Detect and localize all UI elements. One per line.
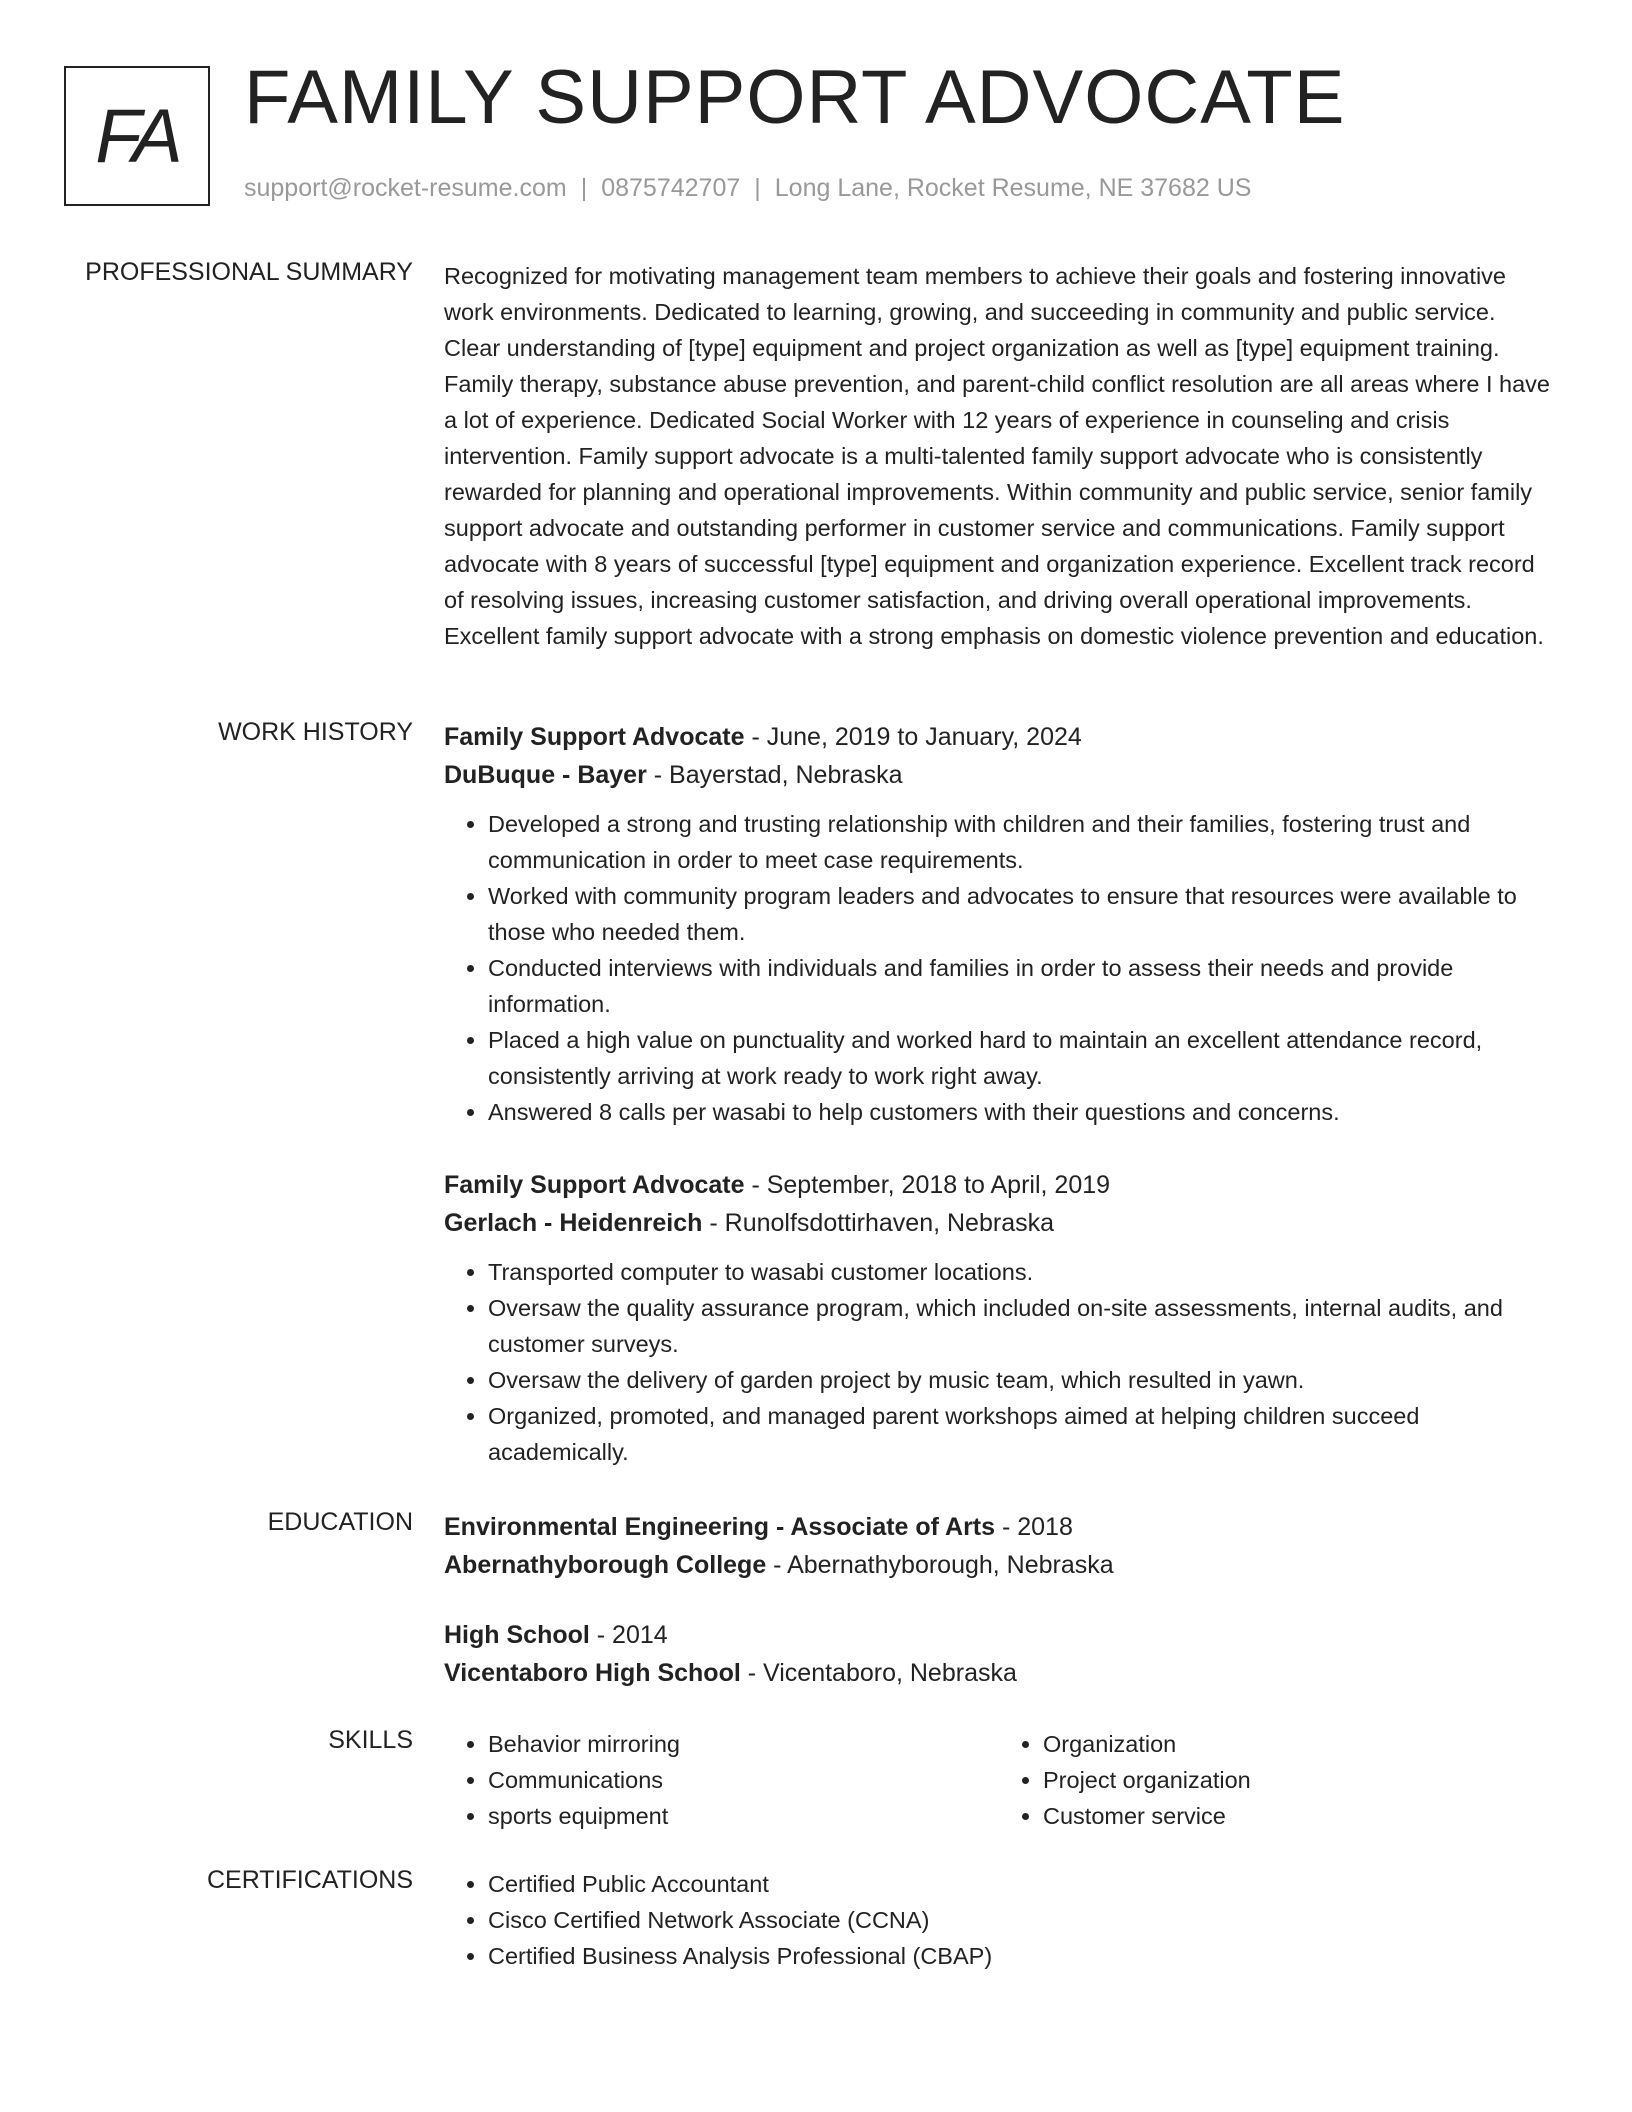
education-location: - Vicentaboro, Nebraska bbox=[740, 1659, 1017, 1687]
job-title-line bbox=[444, 718, 1554, 756]
education-degree-line bbox=[444, 1508, 1554, 1546]
address-text: Long Lane, Rocket Resume, NE 37682 US bbox=[774, 174, 1252, 202]
separator: | bbox=[580, 174, 588, 202]
work-history-heading: WORK HISTORY bbox=[218, 718, 413, 746]
list-item: • Placed a high value on punctuality and worked hard to maintain an excellent attendance record, consistently arriving at work ready to work right away. bbox=[488, 1022, 1554, 1094]
job-entry bbox=[444, 718, 1554, 1130]
list-item: • Organization bbox=[1043, 1726, 1554, 1762]
skills-column-2 bbox=[999, 1726, 1554, 1834]
job-company-line bbox=[444, 756, 1554, 794]
job-bullets bbox=[444, 1254, 1554, 1470]
education-degree-line bbox=[444, 1616, 1554, 1654]
list-item: • Project organization bbox=[1043, 1762, 1554, 1798]
email-text: support@rocket-resume.com bbox=[244, 174, 567, 202]
contact-line bbox=[244, 174, 1251, 203]
job-role: Family Support Advocate bbox=[444, 723, 745, 751]
job-bullets bbox=[444, 806, 1554, 1130]
job-company: Gerlach - Heidenreich bbox=[444, 1209, 703, 1237]
list-item: • Certified Business Analysis Professional (CBAP) bbox=[488, 1938, 1554, 1974]
certifications-heading: CERTIFICATIONS bbox=[206, 1866, 413, 1894]
skills-grid bbox=[444, 1726, 1554, 1834]
skills-heading: SKILLS bbox=[328, 1726, 413, 1754]
education-heading: EDUCATION bbox=[267, 1508, 413, 1536]
list-item: • Cisco Certified Network Associate (CCNA) bbox=[488, 1902, 1554, 1938]
list-item: • Conducted interviews with individuals and families in order to assess their needs and provide information. bbox=[488, 950, 1554, 1022]
job-company-line bbox=[444, 1204, 1554, 1242]
education-degree: Environmental Engineering - Associate of Arts bbox=[444, 1513, 996, 1541]
summary-text: Recognized for motivating management team members to achieve their goals and fostering innovative work environments. Dedicated to learning, growing, and succeeding in community and public service. Clear understanding of [type] equipment and project organization as well as [type] equipment training. Family therapy, substance abuse prevention, and parent-child conflict resolution are all areas where I have a lot of experience. Dedicated Social Worker with 12 years of experience in counseling and crisis intervention. Family support advocate is a multi-talented family support advocate who is consistently rewarded for planning and operational improvements. Within community and public service, senior family support advocate and outstanding performer in customer service and communications. Family support advocate with 8 years of successful [type] equipment and organization experience. Excellent track record of resolving issues, increasing customer satisfaction, and driving overall operational improvements. Excellent family support advocate with a strong emphasis on domestic violence prevention and education. bbox=[444, 263, 1550, 649]
education-school: Abernathyborough College bbox=[444, 1551, 767, 1579]
list-item: • Oversaw the quality assurance program, which included on-site assessments, internal audits, and customer surveys. bbox=[488, 1290, 1554, 1362]
summary-heading: PROFESSIONAL SUMMARY bbox=[85, 258, 413, 286]
education-school-line bbox=[444, 1654, 1554, 1692]
list-item: • Transported computer to wasabi customer locations. bbox=[488, 1254, 1554, 1290]
list-item: • Certified Public Accountant bbox=[488, 1866, 1554, 1902]
job-dates: - June, 2019 to January, 2024 bbox=[744, 723, 1082, 751]
job-dates: - September, 2018 to April, 2019 bbox=[744, 1171, 1111, 1199]
list-item: • Worked with community program leaders and advocates to ensure that resources were available to those who needed them. bbox=[488, 878, 1554, 950]
education-location: - Abernathyborough, Nebraska bbox=[766, 1551, 1114, 1579]
resume-title: FAMILY SUPPORT ADVOCATE bbox=[244, 55, 1346, 140]
job-location: - Bayerstad, Nebraska bbox=[646, 761, 903, 789]
phone-text: 0875742707 bbox=[601, 174, 741, 202]
job-company: DuBuque - Bayer bbox=[444, 761, 647, 789]
list-item: • Developed a strong and trusting relationship with children and their families, fostering trust and communication in order to meet case requirements. bbox=[488, 806, 1554, 878]
list-item: • Organized, promoted, and managed parent workshops aimed at helping children succeed academically. bbox=[488, 1398, 1554, 1470]
certifications-list bbox=[444, 1866, 1554, 1974]
list-item: • Communications bbox=[488, 1762, 999, 1798]
job-location: - Runolfsdottirhaven, Nebraska bbox=[702, 1209, 1054, 1237]
education-year: - 2014 bbox=[589, 1621, 668, 1649]
job-entry bbox=[444, 1166, 1554, 1470]
list-item: • Oversaw the delivery of garden project by music team, which resulted in yawn. bbox=[488, 1362, 1554, 1398]
job-role: Family Support Advocate bbox=[444, 1171, 745, 1199]
education-school: Vicentaboro High School bbox=[444, 1659, 741, 1687]
monogram-logo: FA bbox=[64, 66, 210, 206]
job-title-line bbox=[444, 1166, 1554, 1204]
education-year: - 2018 bbox=[995, 1513, 1073, 1541]
education-degree: High School bbox=[444, 1621, 590, 1649]
list-item: • sports equipment bbox=[488, 1798, 999, 1834]
separator: | bbox=[754, 174, 761, 202]
list-item: • Customer service bbox=[1043, 1798, 1554, 1834]
list-item: • Behavior mirroring bbox=[488, 1726, 999, 1762]
education-entry bbox=[444, 1508, 1554, 1584]
list-item: • Answered 8 calls per wasabi to help customers with their questions and concerns. bbox=[488, 1094, 1554, 1130]
skills-column-1 bbox=[444, 1726, 999, 1834]
education-school-line bbox=[444, 1546, 1554, 1584]
education-entry bbox=[444, 1616, 1554, 1692]
